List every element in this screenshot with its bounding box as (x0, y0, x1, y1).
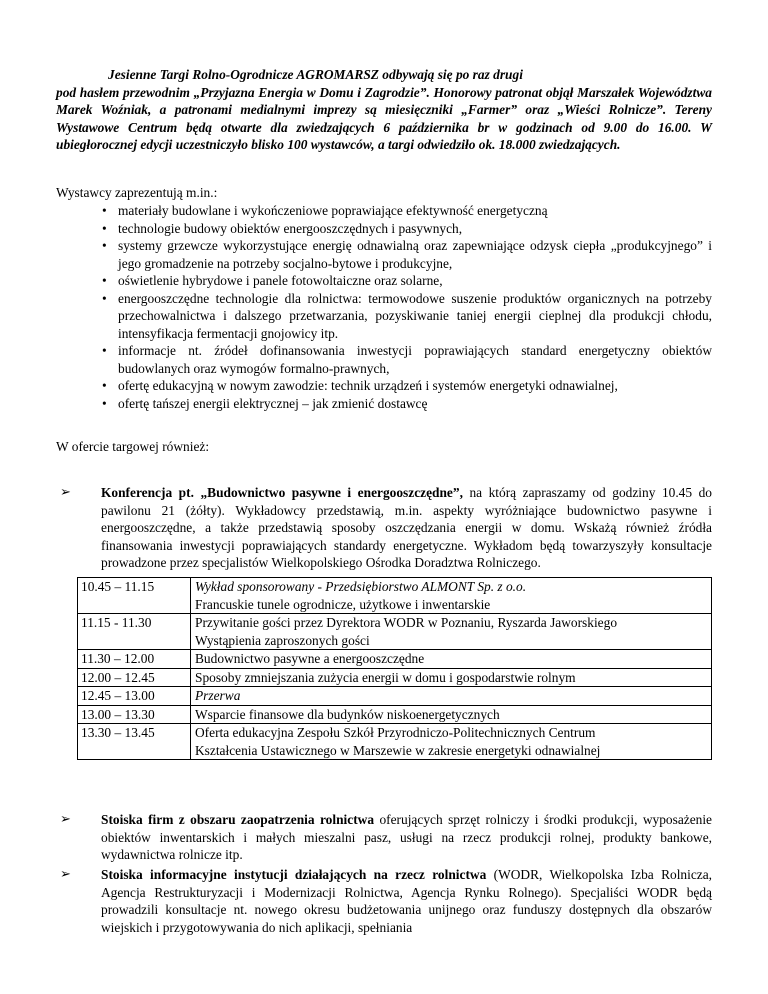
stands-text: oferujących sprzęt rolniczy i środki produkcji, wyposażenie obiektów inwentarskich i małych mieszalni pasz, usługi na rzecz produkcji rolnej, produkty bankowe, wydawnictwa rolnicze itp. (101, 812, 713, 862)
schedule-time: 12.45 – 13.00 (78, 687, 191, 706)
bullet-dot-icon: • (102, 220, 107, 236)
conference-title: Konferencja pt. „Budownictwo pasywne i energooszczędne”, (101, 485, 463, 500)
exhibitors-title: Wystawcy zaprezentują m.in.: (56, 185, 218, 200)
bullet-dot-icon: • (102, 238, 107, 253)
list-item: • ofertę tańszej energii elektrycznej – jak zmienić dostawcę (102, 395, 428, 411)
schedule-item-detail: Francuskie tunele ogrodnicze, użytkowe i inwentarskie (195, 596, 491, 612)
schedule-time: 11.30 – 12.00 (78, 650, 191, 669)
schedule-item: Wsparcie finansowe dla budynków niskoenergetycznych (195, 706, 500, 722)
table-row (78, 614, 712, 650)
bullet-dot-icon: • (102, 378, 107, 393)
schedule-item-detail: Kształcenia Ustawicznego w Marszewie w zakresie energetyki odnawialnej (195, 742, 601, 758)
institutions-title: Stoiska informacyjne instytucji działających na rzecz rolnictwa (101, 867, 487, 882)
exhibitors-list (56, 202, 712, 412)
intro-first-line: Jesienne Targi Rolno-Ogrodnicze AGROMARSZ odbywają się po raz drugi (108, 67, 523, 82)
list-item: • energooszczędne technologie dla rolnictwa: termowodowe suszenie produktów organicznych na potrzeby przechowalnictwa i dalszego przetwarzania, pozyskiwanie taniej energii cieplnej dla produkcji chłodu, intensyfikacja fermentacji gnojowicy itp. (102, 290, 712, 341)
table-row (78, 724, 712, 760)
schedule-time: 11.15 - 11.30 (78, 614, 191, 650)
institutions-text: (WODR, Wielkopolska Izba Rolnicza, Agencja Restrukturyzacji i Modernizacji Rolnictwa, Agencja Rynku Rolnego). Specjaliści WODR będą prowadzili konsultacje nt. nowego okresu budżetowania unijnego oraz funduszy dostępnych dla obszarów wiejskich i przygotowywania do nich aplikacji, spełniania (101, 867, 713, 935)
schedule-item: Sposoby zmniejszania zużycia energii w domu i gospodarstwie rolnym (195, 669, 576, 685)
schedule-time: 10.45 – 11.15 (78, 578, 191, 614)
schedule-item: Budownictwo pasywne a energooszczędne (195, 651, 425, 666)
table-row (78, 687, 712, 706)
table-row (78, 668, 712, 687)
also-heading: W ofercie targowej również: (56, 439, 210, 454)
schedule-item: Przywitanie gości przez Dyrektora WODR w Poznaniu, Ryszarda Jaworskiego (195, 615, 618, 630)
schedule-time: 13.00 – 13.30 (78, 705, 191, 724)
schedule-time: 12.00 – 12.45 (78, 668, 191, 687)
arrow-right-icon: ➢ (60, 811, 71, 826)
bullet-dot-icon: • (102, 273, 107, 288)
schedule-item: Oferta edukacyjna Zespołu Szkół Przyrodniczo-Politechnicznych Centrum (195, 725, 596, 740)
schedule-item-detail: Wystąpienia zaproszonych gości (195, 632, 370, 648)
list-item: • materiały budowlane i wykończeniowe poprawiające efektywność energetyczną (102, 203, 548, 218)
bullet-dot-icon: • (102, 203, 107, 218)
stands-section (56, 811, 712, 864)
intro-rest: pod hasłem przewodnim „Przyjazna Energia w Domu i Zagrodzie”. Honorowy patronat objął Marszałek Województwa Marek Woźniak, a patronami medialnymi imprezy są miesięczniki „Farmer” oraz „Wieści Rolnicze”. Tereny Wystawowe Centrum będą otwarte dla zwiedzających 6 października br w godzinach od 9.00 do 16.00. W ubiegłorocznej edycji uczestniczyło blisko 100 wystawców, a targi odwiedziło ok. 18.000 zwiedzających. (56, 84, 712, 152)
bullet-dot-icon: • (102, 290, 107, 306)
table-row (78, 650, 712, 669)
stands-title: Stoiska firm z obszaru zaopatrzenia rolnictwa (101, 812, 375, 827)
conference-section (56, 484, 712, 572)
arrow-right-icon: ➢ (60, 484, 71, 499)
table-row (78, 705, 712, 724)
list-item: • oświetlenie hybrydowe i panele fotowoltaiczne oraz solarne, (102, 273, 443, 288)
intro-paragraph (56, 66, 712, 154)
schedule-time: 13.30 – 13.45 (78, 724, 191, 760)
list-item: • ofertę edukacyjną w nowym zawodzie: technik urządzeń i systemów energetyki odnawialnej, (102, 378, 618, 393)
institutions-section (56, 866, 712, 936)
arrow-right-icon: ➢ (60, 866, 71, 881)
list-item: • technologie budowy obiektów energooszczędnych i pasywnych, (102, 220, 463, 236)
bullet-dot-icon: • (102, 343, 107, 358)
list-item: • systemy grzewcze wykorzystujące energię odnawialną oraz zapewniające odzysk ciepła „produkcyjnego” i jego gromadzenie na potrzeby socjalno-bytowe i produkcyjne, (102, 238, 712, 271)
conference-text: na którą zapraszamy od godziny 10.45 do pawilonu 21 (żółty). Wykładowcy przedstawią, m.in. aspekty wyróżniające budownictwo pasywne i energooszczędne, a także przedstawią sposoby oszczędzania energii w domu. Wskażą również źródła finansowania inwestycji poprawiających standardy energetyczne. Wykładom będą towarzyszyły konsultacje prowadzone przez specjalistów Wielkopolskiego Ośrodka Doradztwa Rolniczego. (101, 485, 712, 570)
bullet-dot-icon: • (102, 395, 107, 411)
schedule-item: Wykład sponsorowany - Przedsiębiorstwo ALMONT Sp. z o.o. (195, 579, 527, 594)
table-row (78, 578, 712, 614)
schedule-item: Przerwa (195, 688, 241, 703)
list-item: • informacje nt. źródeł dofinansowania inwestycji poprawiających standard energetyczny obiektów budowlanych oraz wymogów formalno-prawnych, (102, 343, 712, 376)
schedule-table (77, 577, 712, 760)
